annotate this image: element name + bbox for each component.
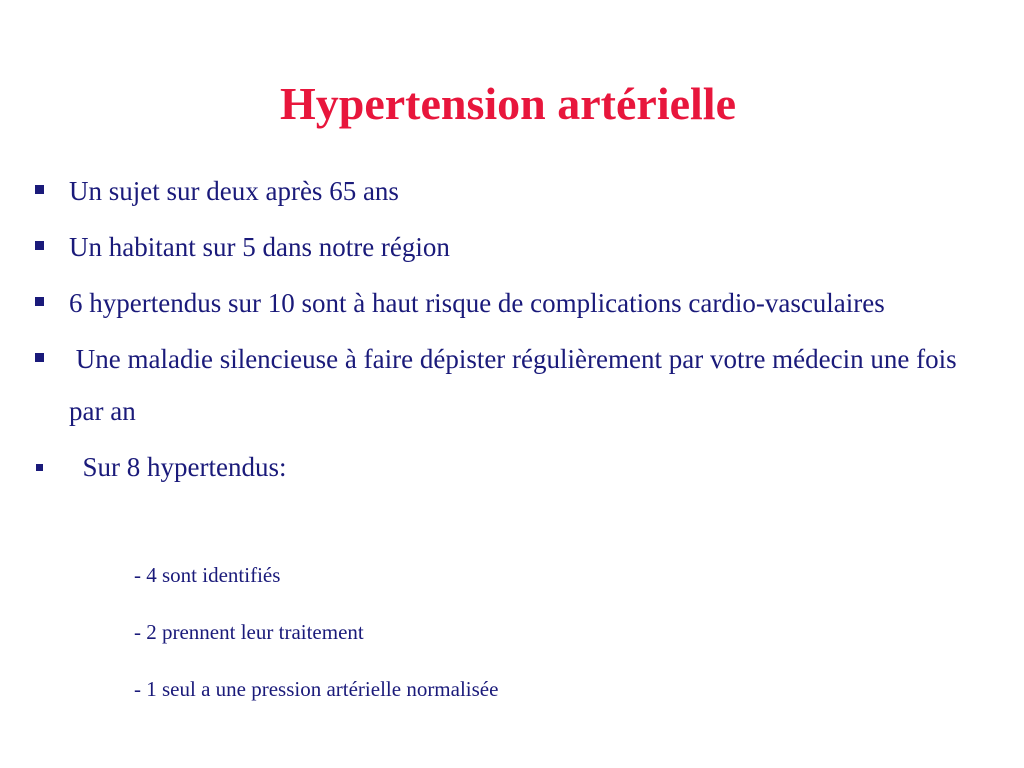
bullet-item [0,221,1024,273]
square-bullet-icon [35,241,44,250]
sub-item: - 1 seul a une pression artérielle normalisée [134,677,499,701]
square-bullet-icon [35,297,44,306]
bullet-item [0,333,1024,437]
square-bullet-icon [36,464,43,471]
bullet-text: Un sujet sur deux après 65 ans [69,176,399,206]
sub-item: - 2 prennent leur traitement [134,620,364,644]
bullet-list [0,165,1024,497]
square-bullet-icon [35,353,44,362]
bullet-text: 6 hypertendus sur 10 sont à haut risque de complications cardio-vasculaires [69,288,885,318]
square-bullet-icon [35,185,44,194]
bullet-item [0,277,1024,329]
bullet-text: Une maladie silencieuse à faire dépister régulièrement par votre médecin une fois par an [69,344,964,426]
bullet-text: Un habitant sur 5 dans notre région [69,232,450,262]
sub-item: - 4 sont identifiés [134,563,281,587]
bullet-text: Sur 8 hypertendus: [69,452,287,482]
bullet-item [0,165,1024,217]
bullet-item [0,441,1024,493]
slide-title: Hypertension artérielle [279,78,737,129]
